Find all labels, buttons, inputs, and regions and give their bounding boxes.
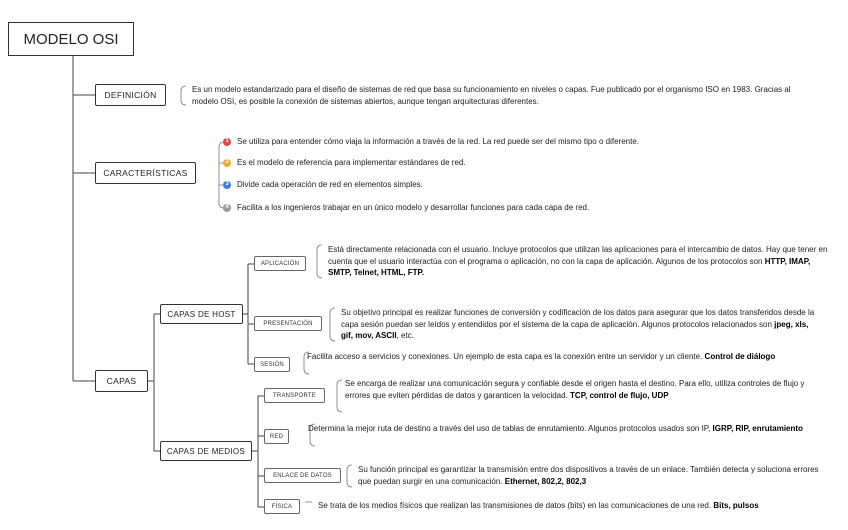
sesion-keyword: Control de diálogo <box>704 352 776 361</box>
node-fisica <box>264 499 300 514</box>
fisica-text <box>318 500 838 512</box>
caracteristica-item <box>223 202 589 213</box>
caracteristica-item <box>223 179 423 190</box>
aplicacion-desc: Está directamente relacionada con el usuario. Incluye protocolos que utilizan las aplicaciones para el intercambio de datos. Hay que tener en cuenta que el usuario interactúa con el programa o aplicación, no con la capa de aplicación. Algunos de los protocolos son <box>328 245 828 266</box>
node-definicion <box>95 84 166 106</box>
sesion-label: SESIÓN <box>260 361 284 368</box>
node-red <box>264 429 289 444</box>
node-enlace-de-datos <box>264 468 341 483</box>
red-desc: Determina la mejor ruta de destino a través del uso de tablas de enrutamiento. Algunos protocolos usados son IP, <box>308 424 713 433</box>
transporte-label: TRANSPORTE <box>273 392 316 399</box>
node-capas-de-medios <box>160 441 252 461</box>
capas-label: CAPAS <box>106 376 137 386</box>
number-4-icon: 4 <box>223 204 231 212</box>
caracteristica-item <box>223 157 466 168</box>
transporte-text <box>345 378 830 401</box>
enlace-text <box>358 464 823 487</box>
sesion-text <box>307 351 777 363</box>
capas-de-host-label: CAPAS DE HOST <box>167 309 236 319</box>
fisica-keywords: Bits, pulsos <box>713 501 759 510</box>
definicion-label: DEFINICIÓN <box>104 90 157 100</box>
presentacion-text <box>341 307 821 342</box>
node-caracteristicas <box>95 162 196 184</box>
fisica-label: FÍSICA <box>271 503 293 510</box>
sesion-desc: Facilita acceso a servicios y conexiones. Un ejemplo de esta capa es la conexión entre un servidor y un cliente. <box>307 352 705 361</box>
aplicacion-label: APLICACIÓN <box>260 260 300 267</box>
transporte-protocols: TCP, control de flujo, UDP <box>570 390 669 400</box>
number-1-icon: 1 <box>223 138 231 146</box>
fisica-desc: Se trata de los medios físicos que realizan las transmisiones de datos (bits) en las comunicaciones de una red. <box>318 501 714 510</box>
transporte-desc: Se encarga de realizar una comunicación segura y confiable desde el origen hasta el destino. Para ello, utiliza controles de flujo y errores que eviten pérdidas de datos y garanticen la velocidad. <box>345 379 805 400</box>
node-capas <box>95 370 148 392</box>
node-presentacion <box>254 316 322 331</box>
number-2-icon: 2 <box>223 159 231 167</box>
presentacion-protocols: jpeg, xls, gif, mov, ASCII <box>341 319 809 340</box>
presentacion-desc: Su objetivo principal es realizar funciones de conversión y codificación de los datos para asegurar que los datos transferidos desde la capa sesión puedan ser leídos y entendidos por el sistema de la capa de aplicación. Algunos protocolos relacionados son <box>341 308 815 329</box>
node-sesion <box>254 357 290 372</box>
aplicacion-protocols: HTTP, IMAP, SMTP, Telnet, HTML, FTP. <box>328 256 811 277</box>
root-node <box>8 22 134 56</box>
caracteristica-text: Es el modelo de referencia para implementar estándares de red. <box>237 158 466 167</box>
enlace-desc: Su función principal es garantizar la transmisión entre dos dispositivos a través de un enlace. También detecta y soluciona errores que puedan surgir en una comunicación. <box>358 465 819 486</box>
node-capas-de-host <box>160 304 243 324</box>
presentacion-label: PRESENTACIÓN <box>263 320 313 327</box>
caracteristicas-label: CARACTERÍSTICAS <box>103 168 188 178</box>
enlace-protocols: Ethernet, 802,2, 802,3 <box>504 476 587 486</box>
capas-de-medios-label: CAPAS DE MEDIOS <box>166 446 246 456</box>
definicion-text: Es un modelo estandarizado para el diseño de sistemas de red que basa su funcionamiento en niveles o capas. Fue publicado por el organismo ISO en 1983. Gracias al modelo OSI, es posible la conexión de sistemas abiertos, aunque tengan arquitecturas diferentes. <box>192 85 791 106</box>
number-3-icon: 3 <box>223 181 231 189</box>
caracteristica-item <box>223 136 639 147</box>
caracteristica-text: Divide cada operación de red en elementos simples. <box>237 180 423 189</box>
red-protocols: IGRP, RIP, enrutamiento <box>712 424 803 433</box>
red-text <box>308 423 823 435</box>
caracteristica-text: Facilita a los ingenieros trabajar en un único modelo y desarrollar funciones para cada capa de red. <box>237 203 590 212</box>
caracteristica-text: Se utiliza para entender cómo viaja la información a través de la red. La red puede ser del mismo tipo o diferente. <box>237 137 639 146</box>
aplicacion-text <box>328 244 833 279</box>
presentacion-tail: , etc. <box>396 331 414 340</box>
node-transporte <box>264 388 325 403</box>
red-label: RED <box>269 433 284 440</box>
node-aplicacion <box>254 256 306 271</box>
root-title: MODELO OSI <box>23 30 119 48</box>
enlace-label: ENLACE DE DATOS <box>273 472 332 479</box>
